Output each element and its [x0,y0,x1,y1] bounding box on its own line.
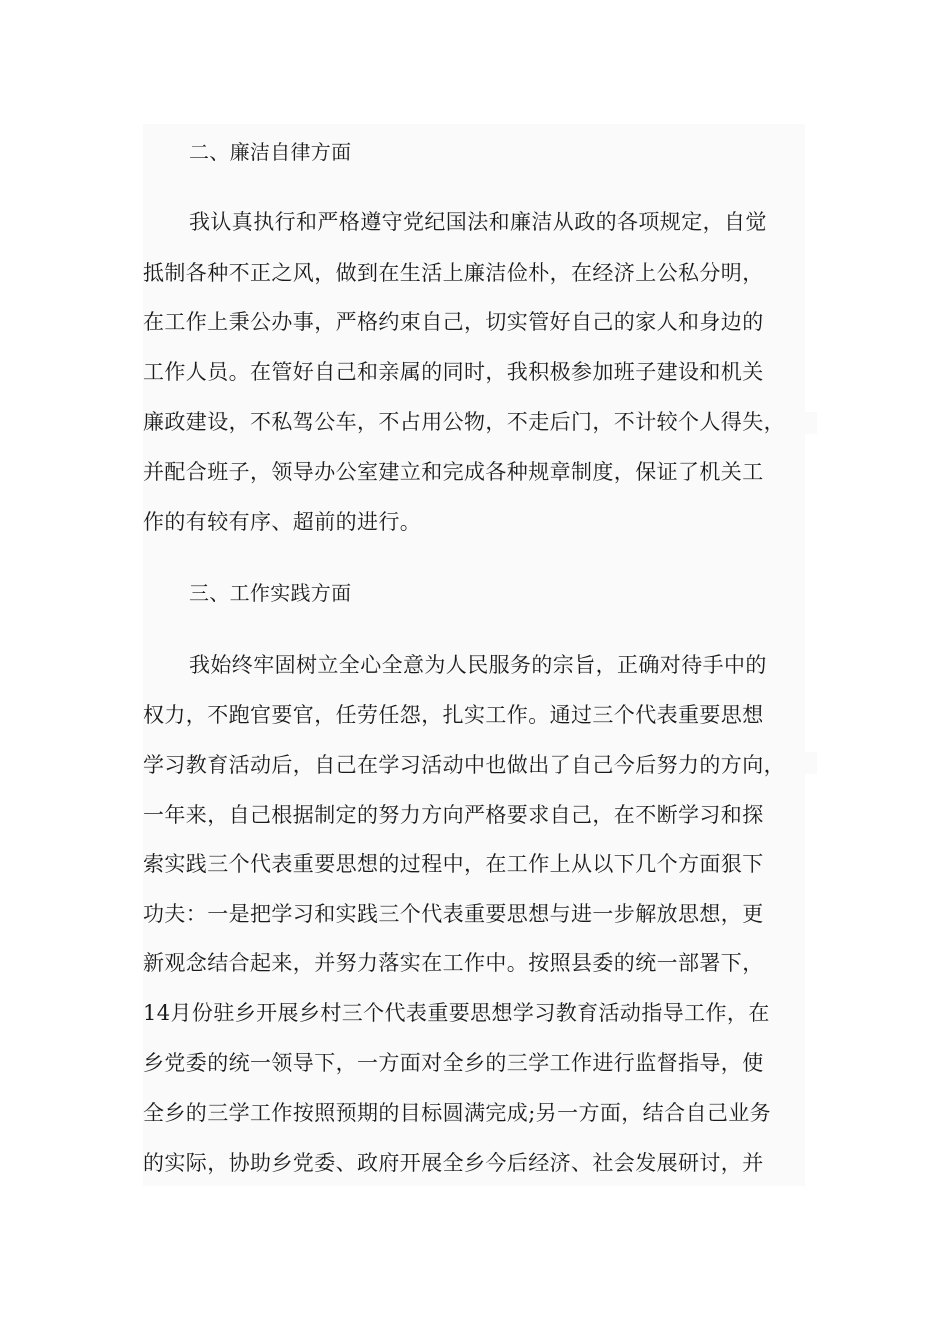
paragraph-line: 工作人员。在管好自己和亲属的同时，我积极参加班子建设和机关 [143,360,764,384]
paragraph-line: 学习教育活动后，自己在学习活动中也做出了自己今后努力的方向， [143,753,785,777]
paragraph-line: 新观念结合起来，并努力落实在工作中。按照县委的统一部署下， [143,951,764,975]
paragraph-line: 全乡的三学工作按照预期的目标圆满完成;另一方面，结合自己业务 [143,1101,772,1125]
paragraph-line: 并配合班子，领导办公室建立和完成各种规章制度，保证了机关工 [143,460,764,484]
margin-mark [805,752,817,774]
section-heading: 二、廉洁自律方面 [189,140,352,164]
paragraph-line: 乡党委的统一领导下，一方面对全乡的三学工作进行监督指导，使 [143,1051,764,1075]
paragraph-line: 我认真执行和严格遵守党纪国法和廉洁从政的各项规定，自觉 [189,210,767,234]
paragraph-line: 的实际，协助乡党委、政府开展全乡今后经济、社会发展研讨，并 [143,1151,764,1175]
paragraph-line: 在工作上秉公办事，严格约束自己，切实管好自己的家人和身边的 [143,310,764,334]
paragraph-line: 权力，不跑官要官，任劳任怨，扎实工作。通过三个代表重要思想 [143,703,764,727]
paragraph-line: 我始终牢固树立全心全意为人民服务的宗旨，正确对待手中的 [189,653,767,677]
paragraph-line: 14月份驻乡开展乡村三个代表重要思想学习教育活动指导工作，在 [143,1001,770,1025]
paragraph-line: 抵制各种不正之风，做到在生活上廉洁俭朴，在经济上公私分明， [143,261,764,285]
paragraph-line: 廉政建设，不私驾公车，不占用公物，不走后门，不计较个人得失， [143,410,785,434]
paragraph-line: 作的有较有序、超前的进行。 [143,510,422,534]
document-body [143,124,805,1186]
paragraph-line: 索实践三个代表重要思想的过程中，在工作上从以下几个方面狠下 [143,852,764,876]
section-heading: 三、工作实践方面 [189,581,352,605]
paragraph-line: 一年来，自己根据制定的努力方向严格要求自己，在不断学习和探 [143,803,764,827]
margin-mark [805,412,817,434]
paragraph-line: 功夫：一是把学习和实践三个代表重要思想与进一步解放思想，更 [143,902,764,926]
